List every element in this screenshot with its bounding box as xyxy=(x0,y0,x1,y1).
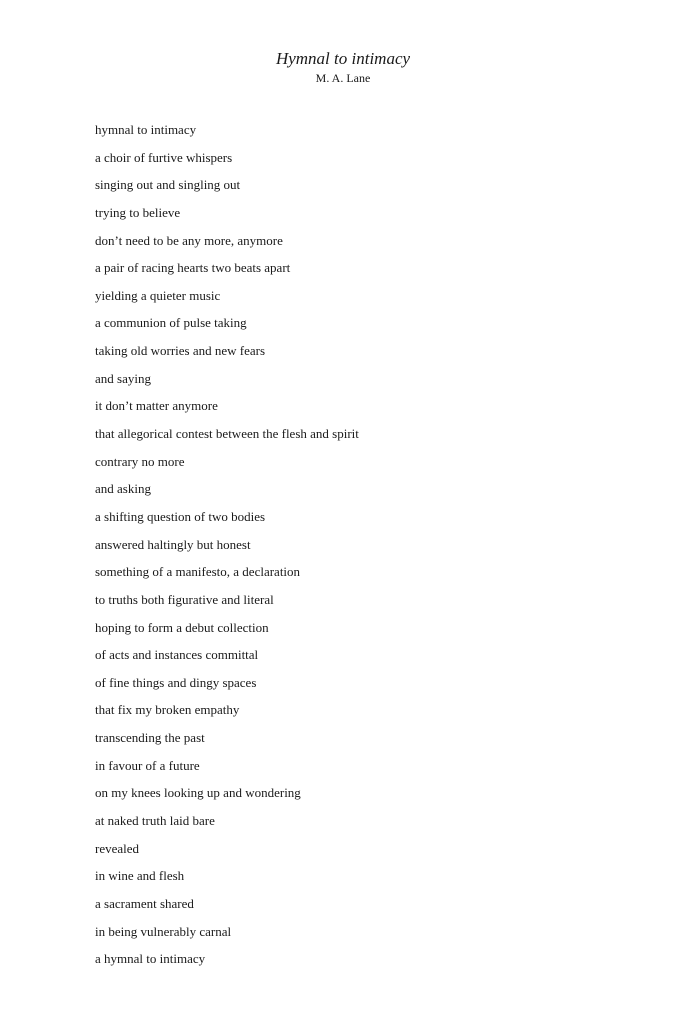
poem-line: revealed xyxy=(95,840,140,856)
poem-line: in wine and flesh xyxy=(95,868,185,884)
poem-line: taking old worries and new fears xyxy=(95,343,266,359)
poem-line: a hymnal to intimacy xyxy=(95,951,206,967)
poem-line: a choir of furtive whispers xyxy=(95,149,233,165)
poem-line: and saying xyxy=(95,370,151,386)
poem-line: don’t need to be any more, anymore xyxy=(95,232,283,248)
poem-line: a sacrament shared xyxy=(95,895,194,911)
poem-line: answered haltingly but honest xyxy=(95,536,251,552)
poem-line: hoping to form a debut collection xyxy=(95,619,269,635)
poem-body xyxy=(95,121,359,978)
poem-line: something of a manifesto, a declaration xyxy=(95,564,301,580)
poem-line: of acts and instances committal xyxy=(95,647,259,663)
poem-line: at naked truth laid bare xyxy=(95,813,215,829)
poem-line: that allegorical contest between the flesh and spirit xyxy=(95,426,359,442)
poem-line: that fix my broken empathy xyxy=(95,702,240,718)
poem-line: a communion of pulse taking xyxy=(95,315,247,331)
poem-line: it don’t matter anymore xyxy=(95,398,218,414)
poem-line: in being vulnerably carnal xyxy=(95,923,232,939)
poem-line: trying to believe xyxy=(95,204,181,220)
poem-line: a shifting question of two bodies xyxy=(95,508,266,524)
poem-line: a pair of racing hearts two beats apart xyxy=(95,260,291,276)
poem-line: in favour of a future xyxy=(95,757,200,773)
poem-line: contrary no more xyxy=(95,453,185,469)
poem-line: to truths both figurative and literal xyxy=(95,591,274,607)
poem-line: transcending the past xyxy=(95,730,205,746)
poem-line: yielding a quieter music xyxy=(95,287,221,303)
poem-title: Hymnal to intimacy xyxy=(275,49,411,68)
poem-line: of fine things and dingy spaces xyxy=(95,674,257,690)
poem-line: singing out and singling out xyxy=(95,177,241,193)
poem-line: and asking xyxy=(95,481,151,497)
poem-author: M. A. Lane xyxy=(315,71,371,85)
poem-line: hymnal to intimacy xyxy=(95,122,197,137)
poem-line: on my knees looking up and wondering xyxy=(95,785,301,801)
title-block xyxy=(0,48,680,86)
